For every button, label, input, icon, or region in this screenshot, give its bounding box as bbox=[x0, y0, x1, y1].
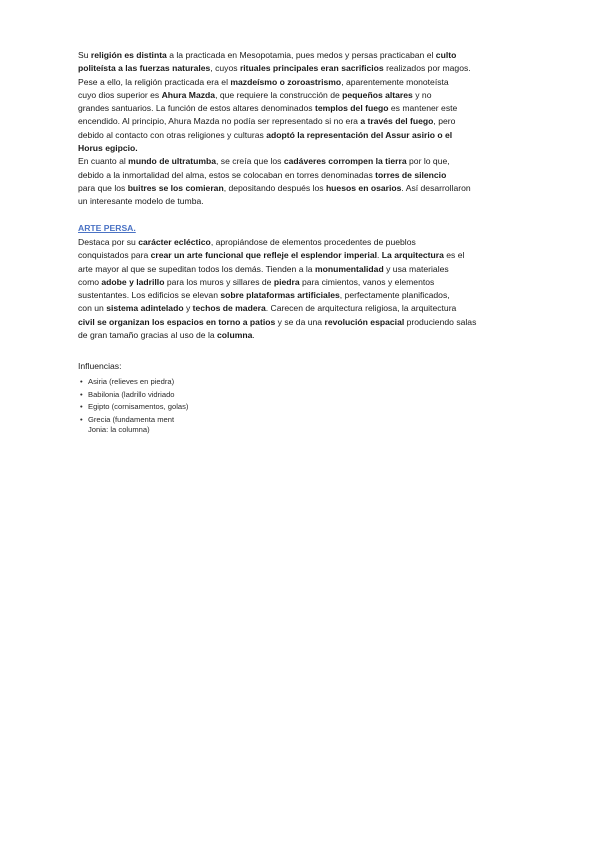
text-run: , aparentemente monoteísta bbox=[341, 76, 449, 87]
bold-run: religión es distinta bbox=[90, 50, 167, 60]
bold-run: sistema adintelado bbox=[106, 303, 184, 314]
text-run: es el bbox=[443, 250, 465, 261]
bold-run: columna bbox=[217, 330, 253, 341]
text-line bbox=[78, 195, 524, 208]
bold-run: La arquitectura bbox=[381, 250, 444, 261]
paragraph-arte-persa bbox=[78, 236, 524, 342]
bold-run: adoptó la representación del Assur asirio o el bbox=[266, 129, 453, 140]
bold-run: Ahura Mazda bbox=[161, 89, 216, 100]
text-run: y usa materiales bbox=[383, 263, 449, 274]
text-run: arte mayor al que se supeditan todos los demás. Tienden a la bbox=[78, 263, 315, 274]
text-run: produciendo salas bbox=[404, 316, 477, 327]
text-line bbox=[78, 129, 524, 142]
text-run: . bbox=[377, 250, 382, 261]
text-line bbox=[78, 289, 524, 302]
bold-run: civil se organizan los espacios en torno a patios bbox=[78, 316, 276, 327]
text-run: Pese a ello, la religión practicada era el bbox=[78, 76, 231, 87]
text-run: Su bbox=[78, 50, 91, 60]
text-run: sustentantes. Los edificios se elevan bbox=[78, 290, 221, 301]
list-item: • Babilonia (ladrillo vidriado bbox=[80, 390, 190, 401]
bold-run: torres de silencio bbox=[375, 169, 447, 180]
influencias-label: Influencias: bbox=[78, 361, 122, 371]
list-item: • Asiria (relieves en piedra) bbox=[80, 377, 190, 388]
paragraph-religion bbox=[78, 49, 524, 209]
text-run: , cuyos bbox=[210, 63, 240, 74]
text-run: es mantener este bbox=[388, 103, 458, 114]
bold-run: rituales principales eran sacrificios bbox=[239, 63, 384, 74]
bold-run: revolución espacial bbox=[324, 316, 405, 327]
text-line bbox=[78, 62, 524, 75]
text-run: realizados por magos. bbox=[383, 63, 471, 74]
text-line bbox=[78, 182, 524, 195]
text-run: grandes santuarios. La función de estos altares denominados bbox=[78, 103, 315, 114]
text-line bbox=[78, 49, 524, 62]
text-run: , se creía que los bbox=[216, 156, 284, 167]
text-run: Destaca por su bbox=[78, 237, 139, 247]
text-line bbox=[78, 249, 524, 262]
text-run: con un bbox=[78, 303, 107, 314]
text-run: , que requiere la construcción de bbox=[215, 89, 343, 100]
text-run: para los muros y sillares de bbox=[164, 276, 274, 287]
bold-run: cadáveres corrompen la tierra bbox=[283, 156, 407, 167]
text-line bbox=[78, 76, 524, 89]
text-line bbox=[78, 329, 524, 342]
bold-run: crear un arte funcional que refleje el esplendor imperial bbox=[150, 250, 377, 261]
text-line bbox=[78, 316, 524, 329]
bold-run: huesos en osarios bbox=[325, 182, 402, 193]
bold-run: mundo de ultratumba bbox=[128, 156, 217, 167]
list-item: • Egipto (cornisamentos, golas) bbox=[80, 402, 190, 413]
bold-run: monumentalidad bbox=[314, 263, 384, 274]
text-run: como bbox=[78, 276, 102, 287]
text-run: para cimientos, vanos y elementos bbox=[299, 276, 435, 287]
text-line bbox=[78, 263, 524, 276]
text-line bbox=[78, 89, 524, 102]
text-run: . bbox=[252, 330, 255, 341]
text-line bbox=[78, 142, 524, 155]
text-line bbox=[78, 102, 524, 115]
text-run: . Así desarrollaron bbox=[401, 182, 471, 193]
bold-run: sobre plataformas artificiales bbox=[220, 290, 340, 301]
text-run: a la practicada en Mesopotamia, pues medos y persas practicaban el bbox=[166, 50, 436, 60]
text-run: y se da una bbox=[275, 316, 325, 327]
text-line bbox=[78, 115, 524, 128]
text-run: para que los bbox=[78, 182, 128, 193]
bold-run: piedra bbox=[273, 276, 300, 287]
text-line bbox=[78, 302, 524, 315]
bold-run: adobe y ladrillo bbox=[101, 276, 165, 287]
text-run: , depositando después los bbox=[223, 182, 326, 193]
influencias-list bbox=[80, 377, 190, 438]
text-line bbox=[78, 276, 524, 289]
text-run: En cuanto al bbox=[78, 156, 129, 167]
bold-run: politeísta a las fuerzas naturales bbox=[78, 63, 211, 74]
text-run: , pero bbox=[433, 116, 456, 127]
text-line bbox=[78, 169, 524, 182]
text-run: y bbox=[183, 303, 193, 314]
text-run: debido al contacto con otras religiones y culturas bbox=[78, 129, 267, 140]
text-line bbox=[78, 155, 524, 168]
text-line bbox=[78, 236, 524, 249]
text-run: , perfectamente planificados, bbox=[339, 290, 450, 301]
text-run: cuyo dios superior es bbox=[78, 89, 162, 100]
text-run: debido a la inmortalidad del alma, estos se colocaban en torres denominadas bbox=[78, 169, 376, 180]
text-run: de gran tamaño gracias al uso de la bbox=[78, 330, 218, 341]
text-run: conquistados para bbox=[78, 250, 151, 261]
bold-run: pequeños altares bbox=[342, 89, 413, 100]
bold-run: a través del fuego bbox=[360, 116, 434, 127]
text-run: . Carecen de arquitectura religiosa, la arquitectura bbox=[265, 303, 457, 314]
bold-run: buitres se los comieran bbox=[127, 182, 224, 193]
bold-run: Horus egipcio. bbox=[78, 143, 138, 154]
bold-run: culto bbox=[435, 50, 457, 60]
section-heading-arte-persa[interactable]: ARTE PERSA. bbox=[78, 223, 136, 233]
text-run: un interesante modelo de tumba. bbox=[78, 196, 204, 207]
list-item: • Grecia (fundamenta ment Jonia: la columna) bbox=[80, 415, 190, 436]
bold-run: mazdeísmo o zoroastrismo bbox=[230, 76, 342, 87]
text-run: por lo que, bbox=[406, 156, 450, 167]
bold-run: carácter ecléctico bbox=[138, 237, 211, 247]
bold-run: templos del fuego bbox=[314, 103, 389, 114]
text-run: y no bbox=[412, 89, 432, 100]
bold-run: techos de madera bbox=[192, 303, 266, 314]
text-run: encendido. Al principio, Ahura Mazda no podía ser representado si no era bbox=[78, 116, 361, 127]
text-run: , apropiándose de elementos procedentes de pueblos bbox=[210, 237, 416, 247]
